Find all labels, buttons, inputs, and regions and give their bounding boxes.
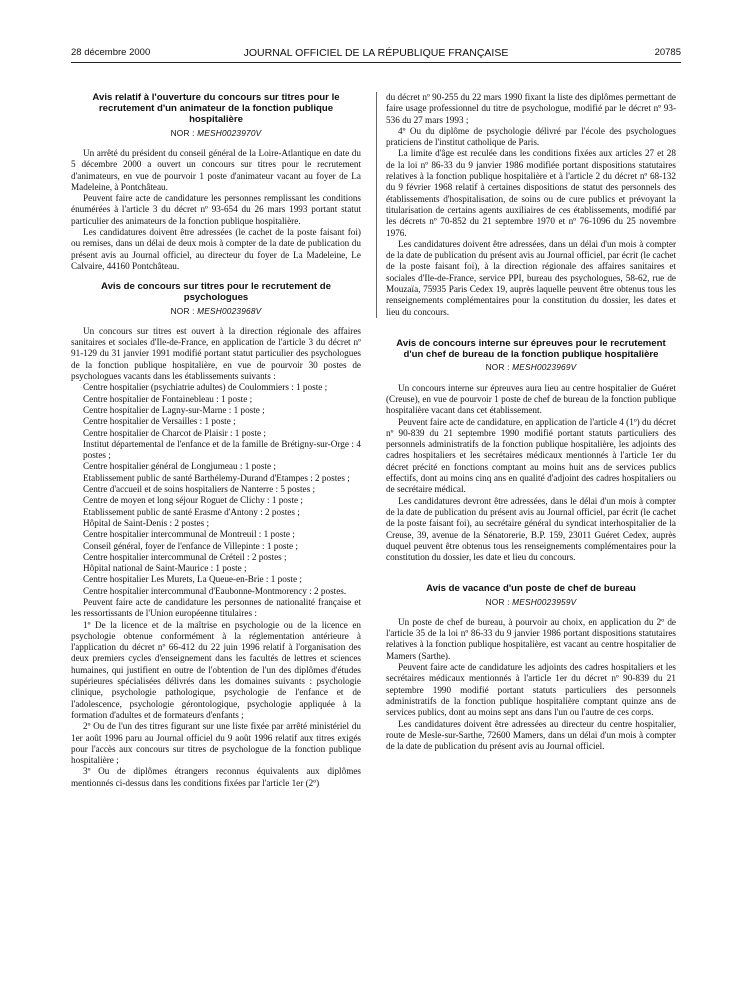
paragraph: Un concours interne sur épreuves aura lieu au centre hospitalier de Guéret (Creuse), en vue de pourvoir 1 poste de chef de bureau de la fonction publique hospitalière vacant dans cet établissement.: [386, 382, 676, 416]
paragraph: Les candidatures doivent être adressées (le cachet de la poste faisant foi) ou remises, dans un délai de deux mois à compter de la date de publication du présent avis au Journal officiel, au directeur du foyer de La Madeleine, Le Calvaire, 44160 Pontchâteau.: [71, 226, 361, 271]
nor-reference: NOR : MESH0023969V: [485, 362, 577, 373]
paragraph: Les candidatures doivent être adressées au directeur du centre hospitalier, route de Mesle-sur-Sarthe, 72600 Mamers, dans un délai d'un mois à compter de la date de publication du présent avis au Journal officiel.: [386, 718, 676, 752]
right-column: [386, 92, 676, 752]
paragraph: Un poste de chef de bureau, à pourvoir au choix, en application du 2º de l'article 35 de la loi nº 86-33 du 9 janvier 1986 portant dispositions statutaires relatives à la fonction publique hospitalière, est vacant au centre hospitalier de Mamers (Sarthe).: [386, 616, 676, 661]
list-item: Centre hospitalier intercommunal de Montreuil : 1 poste ;: [83, 529, 295, 540]
paragraph: Peuvent faire acte de candidature les personnes de nationalité française et les ressortissants de l'Union européenne titulaires :: [71, 597, 361, 619]
notice-concours-interne: [386, 338, 676, 563]
list-item: Centre hospitalier intercommunal de Créteil : 2 postes ;: [83, 551, 287, 562]
notice-vacance: [386, 583, 676, 752]
list-item: Centre hospitalier (psychiatrie adultes) de Coulommiers : 1 poste ;: [83, 382, 328, 393]
list-item: Etablissement public de santé Barthélemy-Durand d'Etampes : 2 postes ;: [83, 472, 350, 483]
paragraph: Peuvent faire acte de candidature les personnes remplissant les conditions énumérées à l'article 3 du décret nº 93-654 du 26 mars 1993 portant statut particulier des animateurs de la fonction publique hospitalière.: [71, 193, 361, 226]
nor-reference: NOR : MESH0023959V: [485, 596, 577, 607]
paragraph: 1º De la licence et de la maîtrise en psychologie ou de la licence en psychologie obtenue conformément à la réglementation antérieure à l'application du décret nº 66-412 du 22 juin 1996 relatif à l'organisation des deux premiers cycles d'enseignement dans les facultés de lettres et sciences humaines, qui justifient en outre de l'obtention de l'un des diplômes d'études supérieures spécialisées délivrés dans les domaines suivants : psychologie clinique, psychologie pathologique, psychologie de l'enfance et de l'adolescence, psychologie gérontologique, psychologie appliquée à la formation d'adultes et de formateurs d'enfants ;: [71, 619, 361, 720]
list-item: Centre hospitalier de Charcot de Plaisir : 1 poste ;: [83, 427, 266, 438]
notice-title: Avis de vacance d'un poste de chef de bureau: [426, 583, 636, 595]
notice-psychologues: [71, 281, 361, 789]
notice-animateur: [71, 92, 361, 272]
nor-reference: NOR : MESH0023968V: [170, 305, 262, 316]
list-item: Centre hospitalier de Fontainebleau : 1 poste ;: [83, 393, 253, 404]
notice-title: Avis relatif à l'ouverture du concours sur titres pour le recrutement d'un animateur de la fonction publique hospitalière: [92, 92, 340, 126]
paragraph: Un arrêté du président du conseil général de la Loire-Atlantique en date du 5 décembre 2000 a ouvert un concours sur titres pour le recrutement d'animateurs, en vue de pourvoir 1 poste d'animateur vacant au foyer de La Madeleine, à Pontchâteau.: [71, 147, 361, 192]
paragraph: Peuvent faire acte de candidature les adjoints des cadres hospitaliers et les secrétaires médicaux mentionnés à l'article 1er du décret nº 90-839 du 21 septembre 1990 modifié portant statuts particuliers des personnels administratifs de la fonction publique hospitalière comptant quinze ans de services publics, dont au moins sept ans dans l'un ou l'autre de ces corps.: [386, 662, 676, 718]
list-item: Centre hospitalier de Versailles : 1 poste ;: [83, 416, 236, 427]
paragraph: Un concours sur titres est ouvert à la direction régionale des affaires sanitaires et sociales d'Ile-de-France, en application de l'article 3 du décret nº 91-129 du 31 janvier 1991 modifié portant statut particulier des psychologues de la fonction publique hospitalière, en vue de pourvoir 30 postes de psychologues vacants dans les établissements suivants :: [71, 325, 361, 382]
header-rule: [71, 62, 681, 63]
notice-title: Avis de concours sur titres pour le recrutement de psychologues: [101, 281, 331, 304]
list-item: Conseil général, foyer de l'enfance de Villepinte : 1 poste ;: [83, 540, 298, 551]
nor-reference: NOR : MESH0023970V: [170, 127, 262, 138]
paragraph: 3º Ou de diplômes étrangers reconnus équivalents aux diplômes mentionnés ci-dessus dans les conditions fixées par l'article 1er (2º): [71, 766, 361, 788]
column-divider: [376, 92, 377, 318]
list-item: Centre d'accueil et de soins hospitaliers de Nanterre : 5 postes ;: [83, 484, 316, 495]
list-item: Etablissement public de santé Erasme d'Antony : 2 postes ;: [83, 506, 300, 517]
paragraph: Peuvent faire acte de candidature, en application de l'article 4 (1º) du décret nº 90-839 du 21 septembre 1990 modifié portant statuts particuliers des personnels administratifs de la fonction publique hospitalière, les adjoints des cadres hospitaliers et les secrétaires médicaux mentionnés à l'article 1er du décret précité en fonctions comptant au moins huit ans de services publics effectifs, dont au moins cinq ans en qualité d'adjoint des cadres hospitaliers ou de secrétaire médical.: [386, 416, 676, 495]
paragraph: 4º Ou du diplôme de psychologie délivré par l'école des psychologues praticiens de l'institut catholique de Paris.: [386, 125, 676, 148]
list-item: Centre hospitalier général de Longjumeau : 1 poste ;: [83, 461, 276, 472]
list-item: Centre de moyen et long séjour Roguet de Clichy : 1 poste ;: [83, 495, 303, 506]
list-item: Centre hospitalier Les Murets, La Queue-en-Brie : 1 poste ;: [83, 574, 302, 585]
paragraph: Les candidatures devront être adressées, dans le délai d'un mois à compter de la date de publication du présent avis au Journal officiel, par écrit (le cachet de la poste faisant foi), au secrétaire général du syndicat interhospitalier de la Creuse, 39, avenue de la Sénatorerie, B.P. 159, 23011 Guéret Cedex, auprès duquel peuvent être obtenus tous les renseignements complémentaires pour la constitution du dossier, les date et lieu du concours.: [386, 495, 676, 563]
list-item: Institut départemental de l'enfance et de la famille de Brétigny-sur-Orge : 4 postes ;: [83, 438, 361, 461]
list-item: Centre hospitalier de Lagny-sur-Marne : 1 poste ;: [83, 404, 265, 415]
paragraph: 2º Ou de l'un des titres figurant sur une liste fixée par arrêté ministériel du 1er août 1996 paru au Journal officiel du 9 août 1996 relatif aux titres exigés pour l'accès aux concours sur titres de psychologue de la fonction publique hospitalière ;: [71, 721, 361, 766]
header-title: JOURNAL OFFICIEL DE LA RÉPUBLIQUE FRANÇAISE: [243, 47, 509, 59]
left-column: [71, 92, 361, 789]
page-header: [71, 47, 681, 61]
paragraph: La limite d'âge est reculée dans les conditions fixées aux articles 27 et 28 de la loi nº 86-33 du 9 janvier 1986 modifiée portant dispositions statutaires relatives à la fonction publique hospitalière et à l'article 2 du décret nº 68-132 du 9 février 1968 relatif à certaines dispositions de statut des personnels des établissements d'hospitalisation, de soins ou de cure publics et prévoyant la titularisation de certains agents auxiliaires de ces établissements, modifié par les décrets nº 70-852 du 21 septembre 1970 et nº 76-1096 du 25 novembre 1976.: [386, 148, 676, 238]
paragraph: Les candidatures doivent être adressées, dans un délai d'un mois à compter de la date de publication du présent avis au Journal officiel, par écrit (le cachet de la poste faisant foi), à la direction régionale des affaires sanitaires et sociales d'Ile-de-France, service PPI, bureau des psychologues, 58-62, rue de Mouzaïa, 75935 Paris Cedex 19, auprès laquelle peuvent être obtenus tous les renseignements complémentaires pour la constitution du dossier, les dates et lieu du concours.: [386, 238, 676, 317]
list-item: Hôpital national de Saint-Maurice : 1 poste ;: [83, 563, 247, 574]
paragraph-continued: du décret nº 90-255 du 22 mars 1990 fixant la liste des diplômes permettant de faire usage professionnel du titre de psychologue, modifié par le décret nº 93-536 du 27 mars 1993 ;: [386, 92, 676, 125]
list-item: Centre hospitalier intercommunal d'Eaubonne-Montmorency : 2 postes.: [83, 585, 347, 596]
list-item: Hôpital de Saint-Denis : 2 postes ;: [83, 517, 210, 528]
header-page-number: 20785: [654, 47, 681, 58]
header-date: 28 décembre 2000: [71, 47, 151, 58]
notice-title: Avis de concours interne sur épreuves pour le recrutement d'un chef de bureau de la fonction publique hospitalière: [396, 337, 666, 361]
